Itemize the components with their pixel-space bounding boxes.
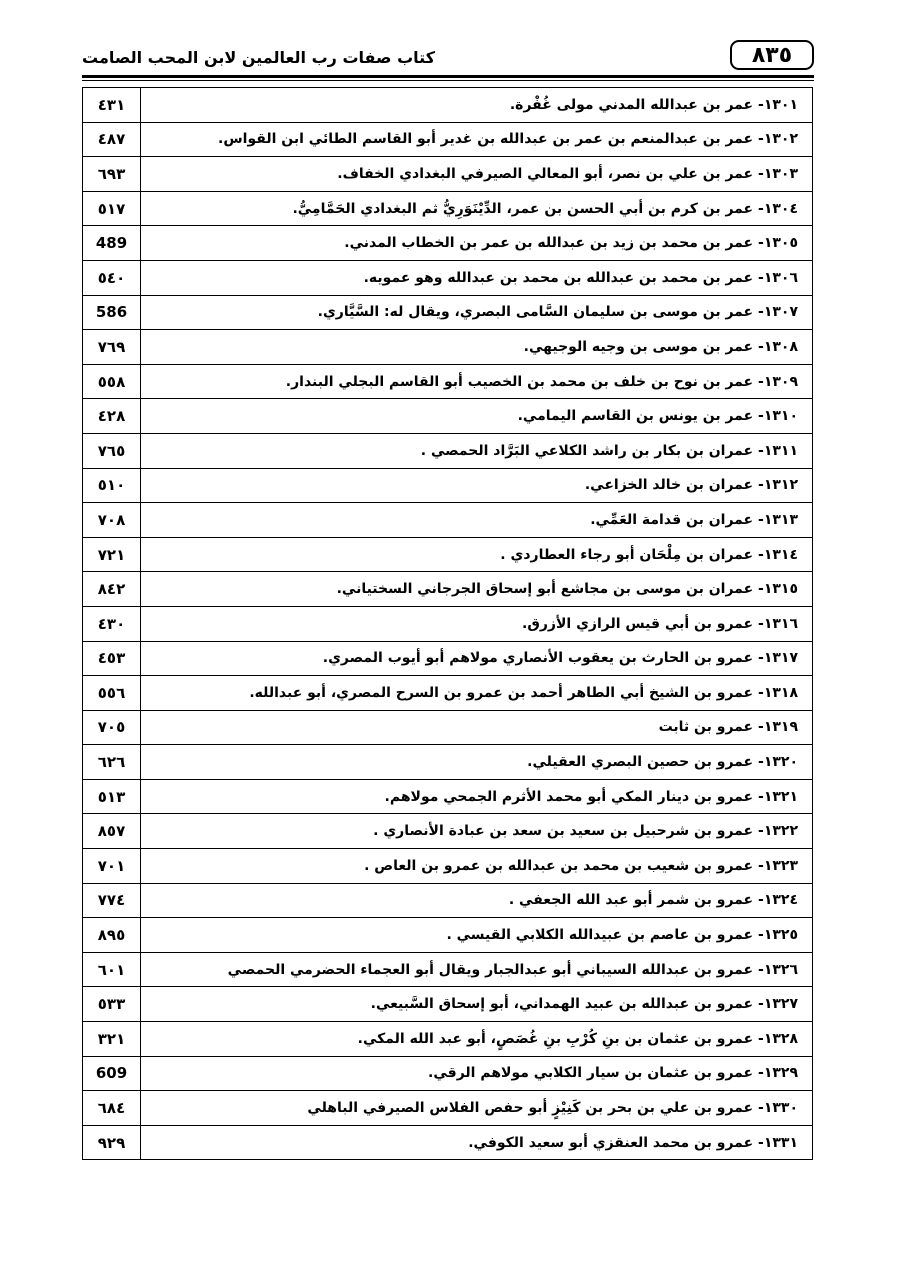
table-row [83, 987, 813, 1022]
table-row [83, 226, 813, 261]
table-row [83, 1091, 813, 1126]
narrator-entry: ١٣١٩- عمرو بن ثابت [141, 710, 813, 745]
page-ref: ٤٢٨ [83, 399, 141, 434]
narrator-entry: ١٣١٠- عمر بن يونس بن القاسم اليمامي. [141, 399, 813, 434]
table-row [83, 1056, 813, 1091]
table-row [83, 918, 813, 953]
narrator-entry: ١٣٢٨- عمرو بن عثمان بن بنِ كُرْبِ بنِ غُصَصٍ، أبو عبد الله المكي. [141, 1022, 813, 1057]
table-row [83, 1125, 813, 1160]
page-ref: ٨٤٢ [83, 572, 141, 607]
table-row [83, 641, 813, 676]
page-ref: ٤٥٣ [83, 641, 141, 676]
page-ref: ٧٦٩ [83, 330, 141, 365]
page-ref: ٧٠٥ [83, 710, 141, 745]
narrator-entry: ١٣٠١- عمر بن عبدالله المدني مولى غُفْرة. [141, 88, 813, 123]
header-rule [82, 75, 814, 81]
narrator-entry: ١٣٠٤- عمر بن كرم بن أبي الحسن بن عمر، الدِّيْنَوَرِيُّ ثم البغدادي الحَمَّامِيُّ. [141, 191, 813, 226]
narrator-entry: ١٣٢٢- عمرو بن شرحبيل بن سعيد بن سعد بن عبادة الأنصاري . [141, 814, 813, 849]
narrator-entry: ١٣٠٦- عمر بن محمد بن عبدالله بن محمد بن عبدالله وهو عمويه. [141, 260, 813, 295]
narrator-entry: ١٣٢٦- عمرو بن عبدالله السيباني أبو عبدالجبار ويقال أبو العجماء الحضرمي الحمصي [141, 952, 813, 987]
page-ref: ٩٢٩ [83, 1125, 141, 1160]
page-ref: ٥١٣ [83, 779, 141, 814]
page-number: ٨٣٥ [730, 40, 814, 70]
page-ref: ٥٥٦ [83, 676, 141, 711]
narrator-entry: ١٣٠٨- عمر بن موسى بن وجيه الوجيهي. [141, 330, 813, 365]
page-ref: ٦٢٦ [83, 745, 141, 780]
table-row [83, 433, 813, 468]
narrator-entry: ١٣١٨- عمرو بن الشيخ أبي الطاهر أحمد بن عمرو بن السرح المصري، أبو عبدالله. [141, 676, 813, 711]
page-ref: 489 [83, 226, 141, 261]
page-ref: ٣٢١ [83, 1022, 141, 1057]
table-row [83, 260, 813, 295]
narrator-entry: ١٣٢٤- عمرو بن شمر أبو عبد الله الجعفي . [141, 883, 813, 918]
table-row [83, 468, 813, 503]
page-ref: ٥٥٨ [83, 364, 141, 399]
table-row [83, 883, 813, 918]
page-ref: ٧٠٨ [83, 503, 141, 538]
narrator-entry: ١٣١٦- عمرو بن أبي قيس الرازي الأزرق. [141, 606, 813, 641]
table-row [83, 503, 813, 538]
narrator-entry: ١٣٠٧- عمر بن موسى بن سليمان السَّامى البصري، ويقال له: السَّيَّاري. [141, 295, 813, 330]
table-row [83, 710, 813, 745]
table-row [83, 814, 813, 849]
page-ref: ٤٣١ [83, 88, 141, 123]
table-row [83, 572, 813, 607]
narrator-entry: ١٣٣٠- عمرو بن علي بن بحر بن كَنِيْزٍ أبو حفص الفلاس الصيرفي الباهلي [141, 1091, 813, 1126]
page-ref: ٦٨٤ [83, 1091, 141, 1126]
table-row [83, 676, 813, 711]
table-row [83, 364, 813, 399]
narrator-entry: ١٣٢٧- عمرو بن عبدالله بن عبيد الهمداني، أبو إسحاق السَّبيعي. [141, 987, 813, 1022]
narrator-entry: ١٣٢٠- عمرو بن حصين البصري العقيلي. [141, 745, 813, 780]
index-table [82, 87, 813, 1160]
table-row [83, 952, 813, 987]
narrator-entry: ١٣٢٥- عمرو بن عاصم بن عبيدالله الكلابي القيسي . [141, 918, 813, 953]
narrator-entry: ١٣١٤- عمران بن مِلْحَان أبو رجاء العطاردي . [141, 537, 813, 572]
narrator-entry: ١٣٠٢- عمر بن عبدالمنعم بن عمر بن عبدالله بن غدير أبو القاسم الطائي ابن القواس. [141, 122, 813, 157]
narrator-entry: ١٣٠٥- عمر بن محمد بن زيد بن عبدالله بن عمر بن الخطاب المدني. [141, 226, 813, 261]
table-row [83, 537, 813, 572]
narrator-entry: ١٣١٧- عمرو بن الحارث بن يعقوب الأنصاري مولاهم أبو أيوب المصري. [141, 641, 813, 676]
narrator-entry: ١٣٢١- عمرو بن دينار المكي أبو محمد الأثرم الجمحي مولاهم. [141, 779, 813, 814]
narrator-entry: ١٣١١- عمران بن بكار بن راشد الكلاعي البَرَّاد الحمصي . [141, 433, 813, 468]
table-row [83, 606, 813, 641]
narrator-entry: ١٣٢٩- عمرو بن عثمان بن سيار الكلابي مولاهم الرقي. [141, 1056, 813, 1091]
narrator-entry: ١٣١٢- عمران بن خالد الخزاعي. [141, 468, 813, 503]
table-row [83, 122, 813, 157]
page-ref: ٧٧٤ [83, 883, 141, 918]
book-title: كتاب صفات رب العالمين لابن المحب الصامت [82, 48, 436, 67]
narrator-entry: ١٣٠٣- عمر بن علي بن نصر، أبو المعالي الصيرفي البغدادي الخفاف. [141, 157, 813, 192]
table-row [83, 745, 813, 780]
page-ref: ٧٦٥ [83, 433, 141, 468]
narrator-entry: ١٣١٣- عمران بن قدامة العَمِّي. [141, 503, 813, 538]
page-ref: ٦٩٣ [83, 157, 141, 192]
table-row [83, 157, 813, 192]
page-ref: ٨٩٥ [83, 918, 141, 953]
narrator-entry: ١٣٠٩- عمر بن نوح بن خلف بن محمد بن الخصيب أبو القاسم البجلي البندار. [141, 364, 813, 399]
page-ref: ٨٥٧ [83, 814, 141, 849]
narrator-entry: ١٣٢٣- عمرو بن شعيب بن محمد بن عبدالله بن عمرو بن العاص . [141, 849, 813, 884]
table-row [83, 1022, 813, 1057]
table-row [83, 330, 813, 365]
page-ref: ٥٤٠ [83, 260, 141, 295]
page-ref: ٤٣٠ [83, 606, 141, 641]
page-ref: ٦٠١ [83, 952, 141, 987]
page-header [82, 34, 814, 76]
page-ref: ٥١٠ [83, 468, 141, 503]
page-ref: ٧٠١ [83, 849, 141, 884]
table-row [83, 88, 813, 123]
table-row [83, 399, 813, 434]
page-ref: ٤٨٧ [83, 122, 141, 157]
table-row [83, 849, 813, 884]
table-row [83, 779, 813, 814]
page-ref: 586 [83, 295, 141, 330]
page-ref: ٧٢١ [83, 537, 141, 572]
page-ref: 609 [83, 1056, 141, 1091]
page-ref: ٥٣٣ [83, 987, 141, 1022]
table-row [83, 191, 813, 226]
page-ref: ٥١٧ [83, 191, 141, 226]
narrator-entry: ١٣١٥- عمران بن موسى بن مجاشع أبو إسحاق الجرجاني السختياني. [141, 572, 813, 607]
table-row [83, 295, 813, 330]
narrator-entry: ١٣٣١- عمرو بن محمد العنقزي أبو سعيد الكوفي. [141, 1125, 813, 1160]
